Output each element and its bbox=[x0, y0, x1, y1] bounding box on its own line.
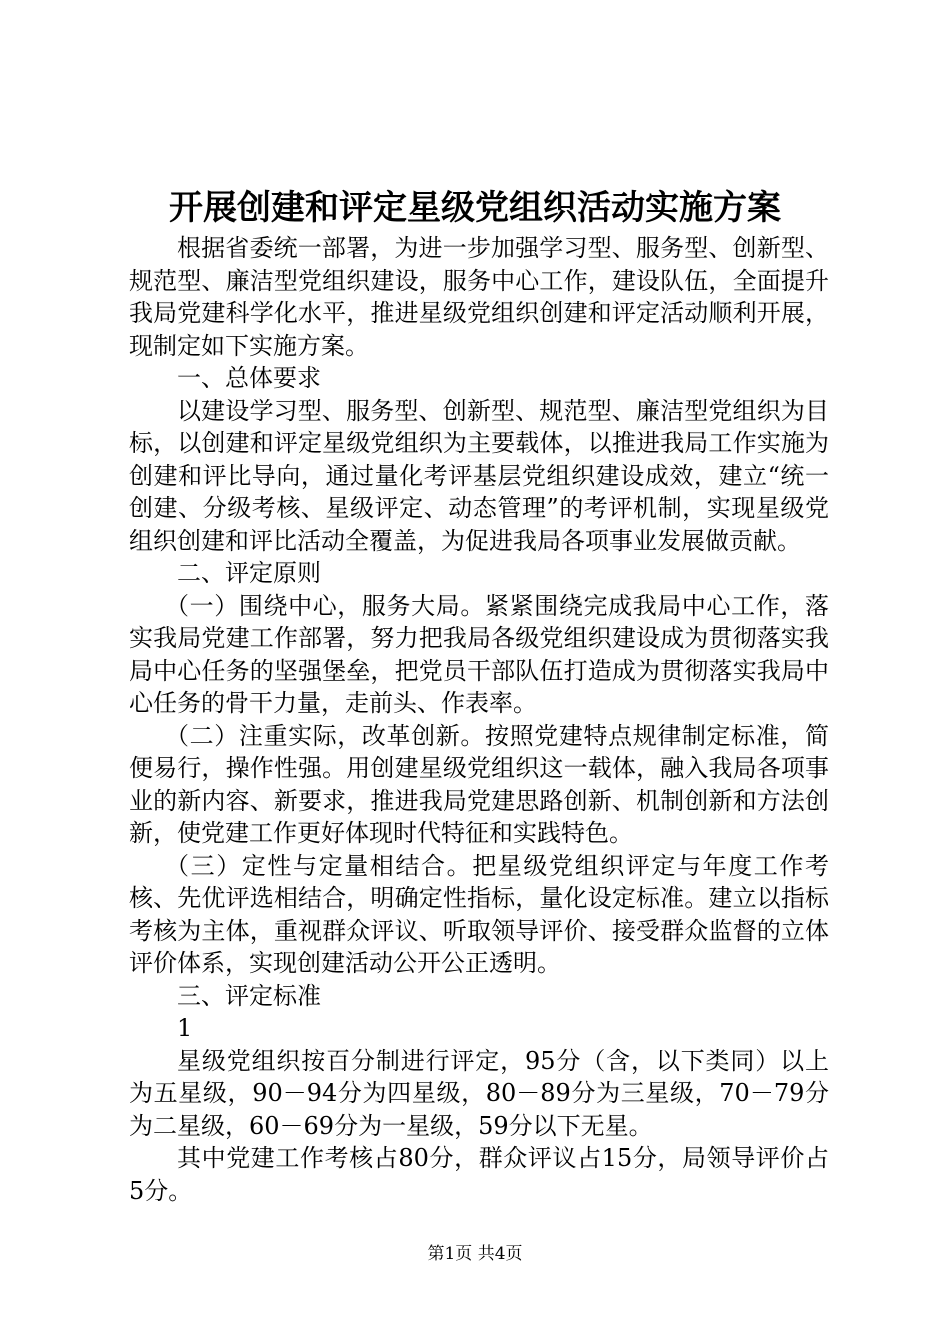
score-weight-paragraph: 其中党建工作考核占80分，群众评议占15分，局领导评价占5分。 bbox=[129, 1144, 829, 1205]
standard-paragraph: 星级党组织按百分制进行评定，95分（含，以下类同）以上为五星级，90－94分为四星级，80－89分为三星级，70－79分为二星级，60－69分为一星级，59分以下无星。 bbox=[129, 1046, 829, 1140]
principle-2-paragraph: （二）注重实际，改革创新。按照党建特点规律制定标准，简便易行，操作性强。用创建星级党组织这一载体，融入我局各项事业的新内容、新要求，推进我局党建思路创新、机制创新和方法创新，使党建工作更好体现时代特征和实践特色。 bbox=[129, 721, 829, 847]
principle-3-paragraph: （三）定性与定量相结合。把星级党组织评定与年度工作考核、先优评选相结合，明确定性指标，量化设定标准。建立以指标考核为主体，重视群众评议、听取领导评价、接受群众监督的立体评价体系，实现创建活动公开公正透明。 bbox=[129, 851, 829, 977]
section-heading-1: 一、总体要求 bbox=[177, 364, 321, 392]
intro-paragraph: 根据省委统一部署，为进一步加强学习型、服务型、创新型、规范型、廉洁型党组织建设，服务中心工作，建设队伍，全面提升我局党建科学化水平，推进星级党组织创建和评定活动顺利开展，现制定如下实施方案。 bbox=[129, 234, 829, 360]
section-heading-2: 二、评定原则 bbox=[177, 559, 321, 587]
section-1-paragraph: 以建设学习型、服务型、创新型、规范型、廉洁型党组织为目标，以创建和评定星级党组织为主要载体，以推进我局工作实施为创建和评比导向，通过量化考评基层党组织建设成效，建立“统一创建、分级考核、星级评定、动态管理”的考评机制，实现星级党组织创建和评比活动全覆盖，为促进我局各项事业发展做贡献。 bbox=[129, 396, 829, 555]
item-number: 1 bbox=[177, 1014, 193, 1042]
section-heading-3: 三、评定标准 bbox=[177, 981, 321, 1010]
document-title: 开展创建和评定星级党组织活动实施方案 bbox=[169, 188, 781, 228]
document-body bbox=[129, 232, 829, 1207]
page-footer: 第1页 共4页 bbox=[427, 1244, 523, 1264]
principle-1-paragraph: （一）围绕中心，服务大局。紧紧围绕完成我局中心工作，落实我局党建工作部署，努力把我局各级党组织建设成为贯彻落实我局中心任务的坚强堡垒，把党员干部队伍打造成为贯彻落实我局中心任务的骨干力量，走前头、作表率。 bbox=[129, 591, 829, 717]
